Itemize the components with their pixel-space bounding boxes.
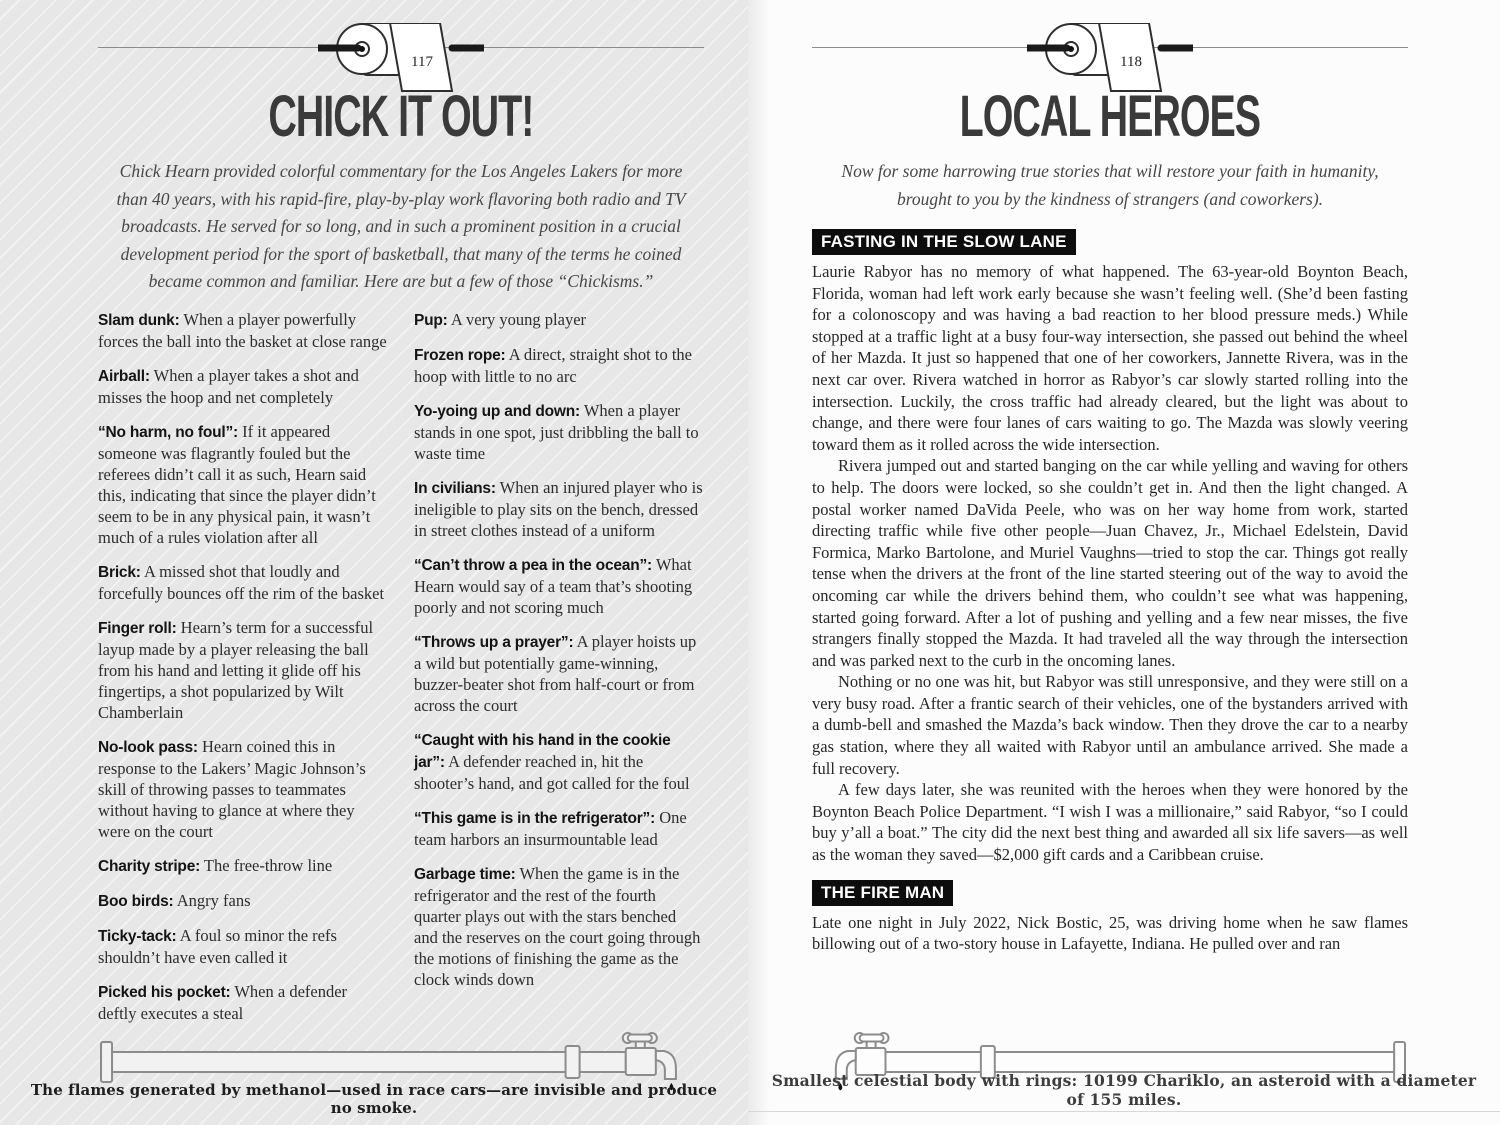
term-definition: Angry fans xyxy=(176,890,251,910)
term-definition: When a player takes a shot and misses the hoop and net completely xyxy=(98,365,359,407)
terms-column-right xyxy=(414,309,704,1037)
term-entry xyxy=(414,344,704,387)
page-intro: Chick Hearn provided colorful commentary for the Los Angeles Lakers for more than 40 years, with his rapid-fire, play-by-play work flavoring both radio and TV broadcasts. He served for so long, and in such a prominent position in a crucial development period for the sport of basketball, that many of the terms he coined became common and familiar. Here are but a few of those “Chickisms.” xyxy=(116,161,686,291)
term-definition: When a player stands in one spot, just dribbling the ball to waste time xyxy=(414,400,699,463)
term-definition: A foul so minor the refs shouldn’t have even called it xyxy=(98,925,337,967)
term-entry xyxy=(98,855,388,877)
term-name: In civilians: xyxy=(414,479,496,497)
term-entry xyxy=(414,477,704,541)
term-name: Finger roll: xyxy=(98,619,177,637)
story-paragraph: A few days later, she was reunited with the heroes when they were honored by the Boynton Beach Police Department. “I wish I was a millionaire,” said Rabyor, “so I could buy y’all a boat.” The city did the next best thing and awarded all six life savers—as well as the woman they saved—$2,000 gift cards and a Caribbean cruise. xyxy=(812,780,1408,865)
term-definition: When the game is in the refrigerator and the rest of the fourth quarter plays out with the stars benched and the reserves on the court going through the motions of finishing the game as the clock winds down xyxy=(414,863,701,989)
term-name: No-look pass: xyxy=(98,738,198,756)
page-footnote: The flames generated by methanol—used in race cars—are invisible and produce no smoke. xyxy=(30,1081,718,1117)
term-name: Ticky-tack: xyxy=(98,927,177,945)
terms-columns xyxy=(98,309,704,1037)
term-entry xyxy=(98,365,388,408)
term-definition: A direct, straight shot to the hoop with little to no arc xyxy=(414,344,692,386)
story-section xyxy=(812,261,1408,866)
term-name: “This game is in the refrigerator”: xyxy=(414,809,656,827)
term-definition: What Hearn would say of a team that’s shooting poorly and not scoring much xyxy=(414,554,693,617)
term-name: Brick: xyxy=(98,563,141,581)
term-definition: If it appeared someone was flagrantly fouled but the referees didn’t call it as such, Hearn said this, indicating that since the player didn’t seem to be in any physical pain, it wasn’t much of a rules violation after all xyxy=(98,421,376,547)
term-definition: When an injured player who is ineligible to play sits on the bench, dressed in street clothes instead of a uniform xyxy=(414,477,703,540)
term-name: Boo birds: xyxy=(98,892,174,910)
term-entry xyxy=(414,863,704,990)
page-intro: Now for some harrowing true stories that will restore your faith in humanity, brought to you by the kindness of strangers (and coworkers). xyxy=(841,161,1379,209)
term-entry xyxy=(98,309,388,352)
term-definition: The free-throw line xyxy=(203,855,333,875)
term-entry xyxy=(98,925,388,968)
page-footnote: Smallest celestial body with rings: 10199 Chariklo, an asteroid with a diameter of 155 miles. xyxy=(771,1071,1477,1109)
term-entry xyxy=(414,309,704,331)
term-definition: Hearn’s term for a successful layup made by a player releasing the ball from his hand and letting it glide off his fingertips, a shot popularized by Wilt Chamberlain xyxy=(98,617,374,722)
term-entry xyxy=(98,736,388,842)
section-heading: FASTING IN THE SLOW LANE xyxy=(812,229,1076,255)
term-entry xyxy=(98,617,388,723)
header-rule xyxy=(812,47,1408,70)
page-title-text: LOCAL HEROES xyxy=(959,84,1261,149)
story-paragraph: Laurie Rabyor has no memory of what happened. The 63-year-old Boynton Beach, Florida, woman had left work early because she wasn’t feeling well. (She’d been fasting for a colonoscopy and was having a bad reaction to her blood pressure meds.) While stopped at a traffic light at a busy four-way intersection, she passed out behind the wheel of her Mazda. It just so happened that one of her coworkers, Jannette Rivera, was in the next car over. Rivera watched in horror as Rabyor’s car slowly started rolling into the intersection. Luckily, the cross traffic had already cleared, but the light was about to change, and there were four lanes of cars waiting to go. The Mazda was slowly veering toward them as it rolled across the wide intersection. xyxy=(812,262,1408,454)
term-name: “Can’t throw a pea in the ocean”: xyxy=(414,556,652,574)
story-paragraph: Rivera jumped out and started banging on the car while yelling and waving for others to help. The doors were locked, so she couldn’t get in. And then the light changed. A postal worker named DaVida Peele, who was on her way home from work, started directing traffic while five other people—Juan Chavez, Jr., Michael Edelstein, David Formica, Marko Bartolone, and Muriel Vaughns—tried to stop the car. Things got really tense when the drivers at the front of the line started steering out of the way to avoid the oncoming car while the drivers behind them, who couldn’t see what was happening, started going forward. After a lot of pushing and yelling and a few near misses, the five strangers finally stopped the Mazda. It had traveled all the way through the intersection and was parked next to the curb in the oncoming lanes. xyxy=(812,456,1408,670)
term-name: Picked his pocket: xyxy=(98,983,231,1001)
term-entry xyxy=(414,631,704,716)
term-entry xyxy=(98,561,388,604)
term-name: “Throws up a prayer”: xyxy=(414,633,574,651)
term-name: Airball: xyxy=(98,367,150,385)
stories xyxy=(812,229,1408,955)
term-definition: One team harbors an insurmountable lead xyxy=(414,807,687,849)
term-name: Garbage time: xyxy=(414,865,516,883)
terms-column-left xyxy=(98,309,388,1037)
page-right xyxy=(748,0,1500,1125)
story-paragraph: Nothing or no one was hit, but Rabyor was still unresponsive, and they were still on a very busy road. After a frantic search of their vehicles, one of the bystanders arrived with a dumb-bell and smashed the Mazda’s back window. Then they drove the car to a nearby gas station, where they all waited with Rabyor until an ambulance arrived. She made a full recovery. xyxy=(812,672,1408,778)
term-name: “Caught with his hand in the cookie jar”: xyxy=(414,731,671,771)
story-paragraph: Late one night in July 2022, Nick Bostic, 25, was driving home when he saw flames billowing out of a two-story house in Lafayette, Indiana. He pulled over and ran xyxy=(812,912,1408,954)
term-definition: Hearn coined this in response to the Lakers’ Magic Johnson’s skill of throwing passes to teammates without having to glance at where they were on the court xyxy=(98,736,366,841)
term-definition: A player hoists up a wild but potentially game-winning, buzzer-beater shot from half-court or from across the court xyxy=(414,631,697,715)
term-name: Slam dunk: xyxy=(98,311,180,329)
story-section xyxy=(812,912,1408,955)
page-left xyxy=(0,0,748,1125)
term-name: Yo-yoing up and down: xyxy=(414,402,580,420)
term-name: Charity stripe: xyxy=(98,857,201,875)
term-name: “No harm, no foul”: xyxy=(98,423,238,441)
term-entry xyxy=(98,890,388,912)
term-entry xyxy=(98,981,388,1024)
term-definition: A defender reached in, hit the shooter’s hand, and got called for the foul xyxy=(414,751,690,793)
term-entry xyxy=(414,729,704,794)
term-entry xyxy=(414,807,704,850)
term-entry xyxy=(414,400,704,464)
term-definition: A very young player xyxy=(450,309,587,329)
page-title xyxy=(812,86,1408,148)
page-title-text: CHICK IT OUT! xyxy=(268,84,534,149)
header-rule xyxy=(98,47,704,70)
term-definition: When a player powerfully forces the ball into the basket at close range xyxy=(98,309,387,351)
term-entry xyxy=(414,554,704,618)
term-entry xyxy=(98,421,388,548)
term-definition: When a defender deftly executes a steal xyxy=(98,981,348,1023)
term-name: Frozen rope: xyxy=(414,346,506,364)
page-title xyxy=(98,86,704,148)
section-heading: THE FIRE MAN xyxy=(812,880,953,906)
term-definition: A missed shot that loudly and forcefully bounces off the rim of the basket xyxy=(98,561,385,603)
page-number: 118 xyxy=(1120,54,1142,70)
page-number: 117 xyxy=(411,54,433,70)
term-name: Pup: xyxy=(414,311,448,329)
